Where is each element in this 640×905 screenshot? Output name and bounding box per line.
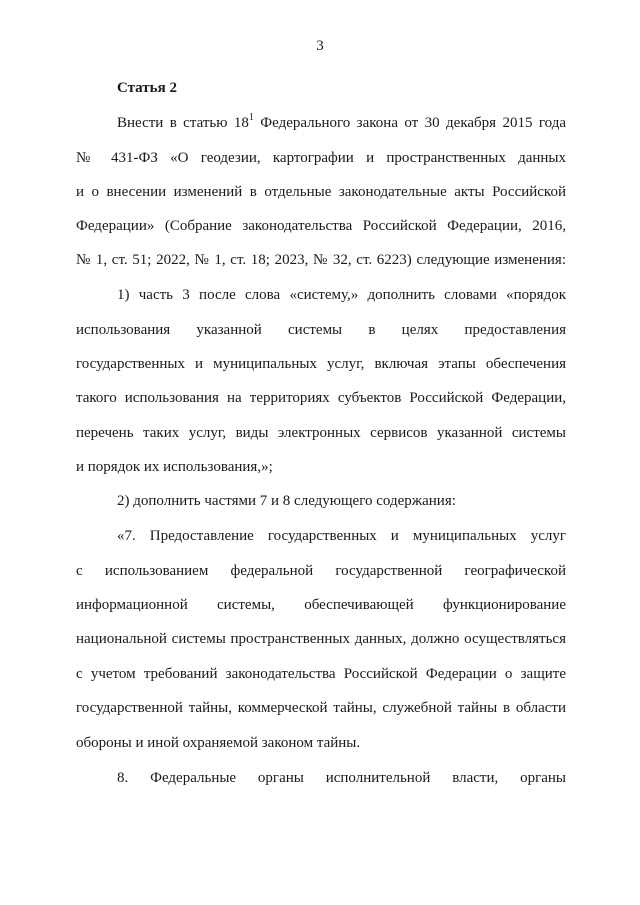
text-line-5: № 1, ст. 51; 2022, № 1, ст. 18; 2023, № 32, ст. 6223) следующие изменения: <box>76 252 566 268</box>
text-line-14: с использованием федеральной государственной географической <box>76 563 566 579</box>
text-line-18: государственной тайны, коммерческой тайны, служебной тайны в области <box>76 700 566 716</box>
text-line-2: № 431-ФЗ «О геодезии, картографии и пространственных данных <box>76 150 566 166</box>
superscript-one: 1 <box>248 112 254 123</box>
article-heading: Статья 2 <box>117 80 177 96</box>
text-line-20: 8. Федеральные органы исполнительной власти, органы <box>117 770 566 786</box>
text-line-1-post: Федерального закона от 30 декабря 2015 года <box>253 115 566 131</box>
text-line-16: национальной системы пространственных данных, должно осуществляться <box>76 631 566 647</box>
text-line-9: такого использования на территориях субъектов Российской Федерации, <box>76 390 566 406</box>
text-line-19: обороны и иной охраняемой законом тайны. <box>76 735 361 751</box>
text-line-7: использования указанной системы в целях предоставления <box>76 322 566 338</box>
text-line-13: «7. Предоставление государственных и муниципальных услуг <box>117 528 566 544</box>
text-line-10: перечень таких услуг, виды электронных сервисов указанной системы <box>76 425 566 441</box>
text-line-12: 2) дополнить частями 7 и 8 следующего содержания: <box>117 493 456 509</box>
text-line-3: и о внесении изменений в отдельные законодательные акты Российской <box>76 184 566 200</box>
text-line-1 <box>117 113 566 133</box>
page-number: 3 <box>316 38 324 54</box>
text-line-1-pre: Внести в статью 18 <box>117 115 249 131</box>
text-line-4: Федерации» (Собрание законодательства Российской Федерации, 2016, <box>76 218 566 234</box>
text-line-6: 1) часть 3 после слова «систему,» дополнить словами «порядок <box>117 287 566 303</box>
text-line-17: с учетом требований законодательства Российской Федерации о защите <box>76 666 566 682</box>
text-line-15: информационной системы, обеспечивающей функционирование <box>76 597 566 613</box>
text-line-11: и порядок их использования,»; <box>76 459 273 475</box>
text-line-8: государственных и муниципальных услуг, включая этапы обеспечения <box>76 356 566 372</box>
